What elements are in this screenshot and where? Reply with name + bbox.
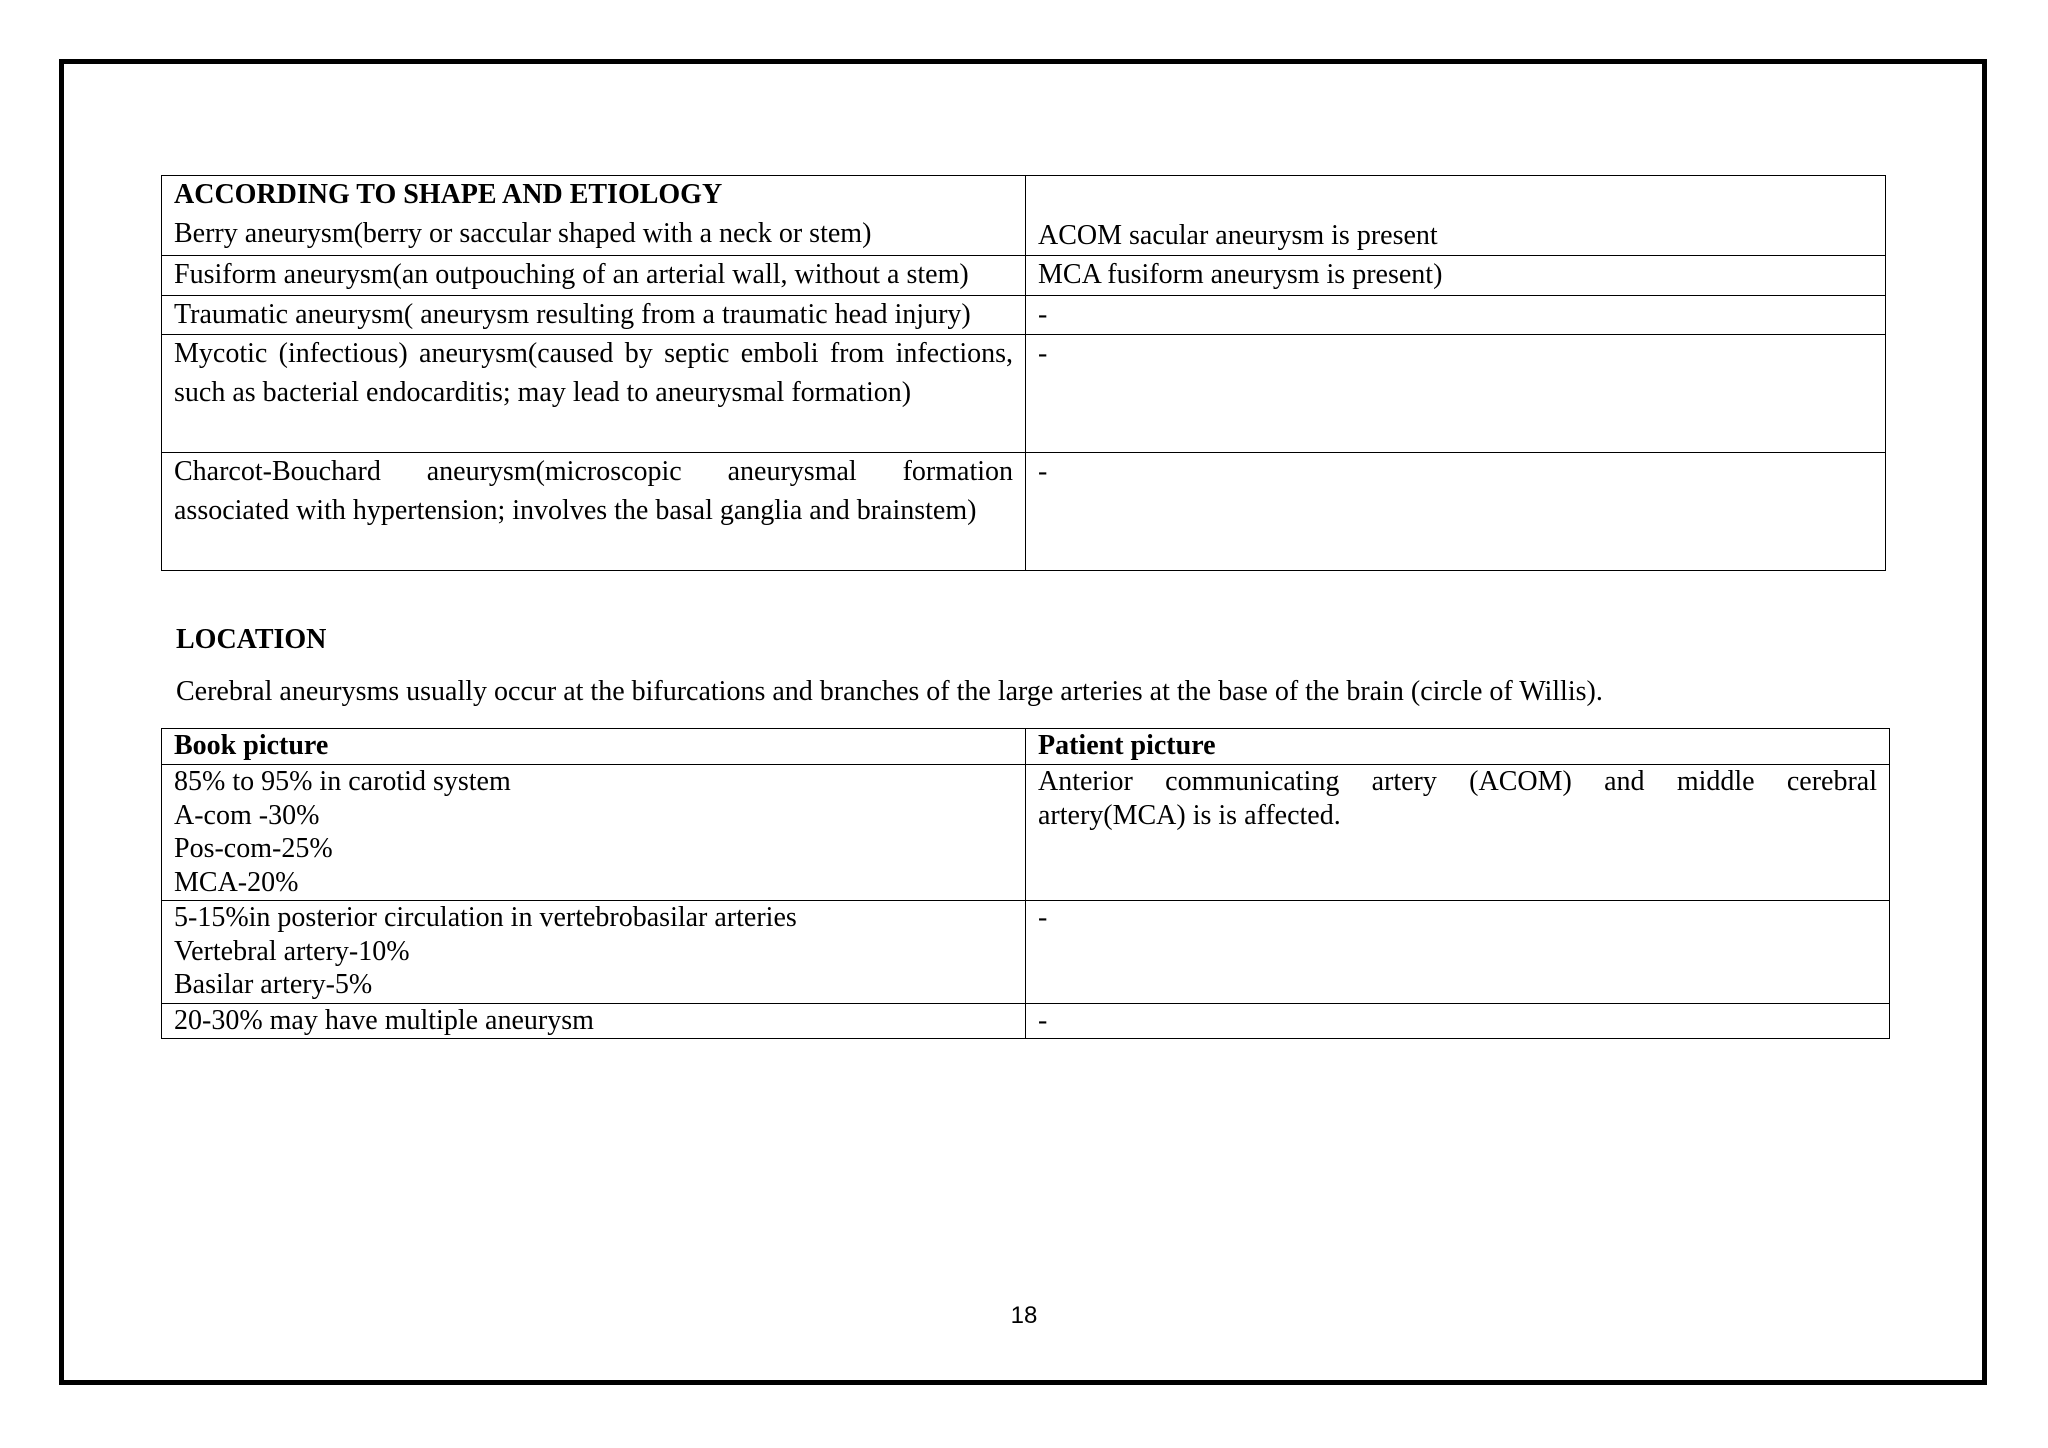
location-table xyxy=(161,728,1890,1039)
table-header-row xyxy=(162,729,1890,765)
table-cell: - xyxy=(1026,295,1886,335)
table-row xyxy=(162,256,1886,296)
table-cell: - xyxy=(1026,901,1890,1004)
table-row xyxy=(162,901,1890,1004)
table-row xyxy=(162,453,1886,571)
table-cell: MCA fusiform aneurysm is present) xyxy=(1026,256,1886,296)
table-cell xyxy=(162,901,1026,1004)
table-cell: ACOM sacular aneurysm is present xyxy=(1026,176,1886,256)
table-cell: Fusiform aneurysm(an outpouching of an arterial wall, without a stem) xyxy=(162,256,1026,296)
table-cell: Mycotic (infectious) aneurysm(caused by septic emboli from infections, such as bacterial endocarditis; may lead to aneurysmal formation) xyxy=(162,335,1026,453)
cell-line: 5-15%in posterior circulation in vertebrobasilar arteries xyxy=(174,902,797,933)
table-heading: ACCORDING TO SHAPE AND ETIOLOGY xyxy=(174,179,723,210)
cell-line: A-com -30% xyxy=(174,799,320,831)
table-cell: - xyxy=(1026,453,1886,571)
table-row xyxy=(162,765,1890,901)
cell-line: MCA-20% xyxy=(174,866,299,898)
section-heading: LOCATION xyxy=(176,624,327,655)
column-header: Book picture xyxy=(162,729,1026,765)
table-cell xyxy=(162,765,1026,901)
cell-line: Basilar artery-5% xyxy=(174,969,373,1000)
shape-etiology-table xyxy=(161,175,1886,571)
table-row xyxy=(162,176,1886,256)
table-cell: - xyxy=(1026,335,1886,453)
table-row xyxy=(162,295,1886,335)
cell-line: Vertebral artery-10% xyxy=(174,935,410,967)
column-header: Patient picture xyxy=(1026,729,1890,765)
table-row xyxy=(162,1004,1890,1039)
table-cell: Anterior communicating artery (ACOM) and middle cerebral artery(MCA) is is affected. xyxy=(1026,765,1890,901)
table-cell: Charcot-Bouchard aneurysm(microscopic aneurysmal formation associated with hypertension; involves the basal ganglia and brainstem) xyxy=(162,453,1026,571)
section-paragraph: Cerebral aneurysms usually occur at the bifurcations and branches of the large arteries at the base of the brain (circle of Willis). xyxy=(176,676,1603,707)
table-cell xyxy=(162,1004,1026,1039)
cell-line: 85% to 95% in carotid system xyxy=(174,766,511,797)
cell-text: Berry aneurysm(berry or saccular shaped with a neck or stem) xyxy=(174,217,872,249)
table-row xyxy=(162,335,1886,453)
table-cell: - xyxy=(1026,1004,1890,1039)
table-cell: Traumatic aneurysm( aneurysm resulting from a traumatic head injury) xyxy=(162,295,1026,335)
page-number: 18 xyxy=(1010,1302,1038,1329)
cell-line: Pos-com-25% xyxy=(174,833,333,864)
table-cell xyxy=(162,176,1026,256)
cell-line: 20-30% may have multiple aneurysm xyxy=(174,1005,594,1036)
